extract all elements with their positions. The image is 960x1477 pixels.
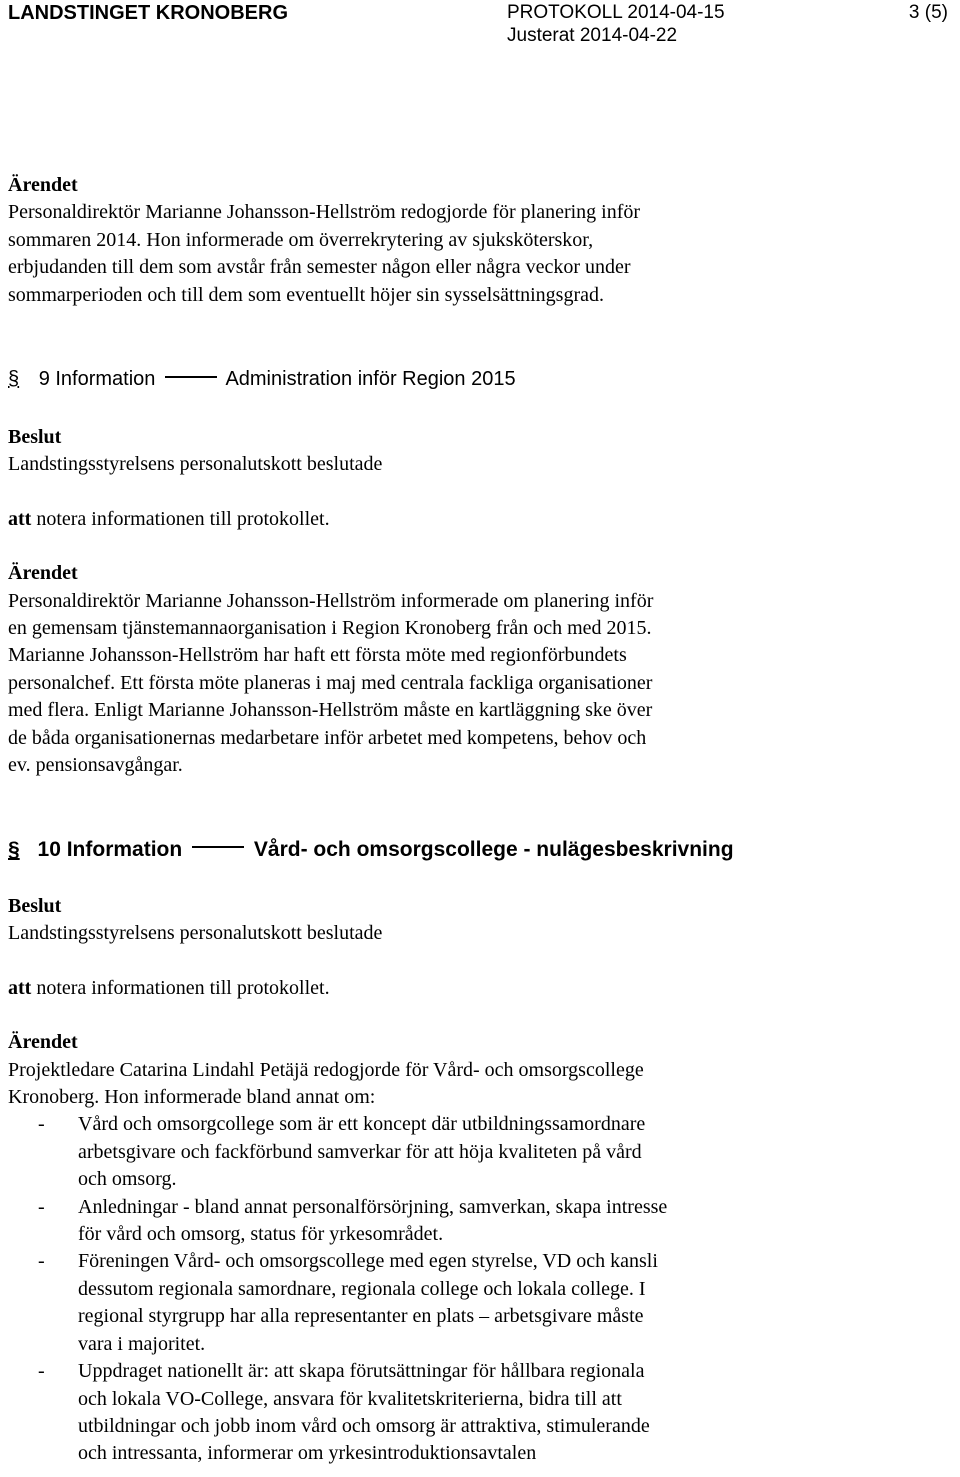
list-item-line: och lokala VO-College, ansvara för kvalitetskriterierna, bidra till att	[78, 1387, 622, 1410]
list-item-line: - Föreningen Vård- och omsorgscollege med egen styrelse, VD och kansli	[78, 1250, 658, 1273]
s9-line: Marianne Johansson-Hellström har haft ett första möte med regionförbundets	[8, 644, 627, 667]
att-text: notera informationen till protokollet.	[36, 507, 330, 530]
organization-name: LANDSTINGET KRONOBERG	[8, 2, 288, 24]
att-line	[8, 506, 953, 533]
heading-dash	[192, 846, 244, 848]
list-item-line: dessutom regionala samordnare, regionala college och lokala college. I	[78, 1277, 646, 1300]
section-10-number: 10 Information	[37, 838, 183, 861]
section-10-body	[8, 893, 953, 1468]
top-line: erbjudanden till dem som avstår från semester någon eller några veckor under	[8, 256, 631, 279]
protocol-date: PROTOKOLL 2014-04-15	[507, 2, 725, 23]
list-item-line: och intressanta, informerar om yrkesintroduktionsavtalen	[78, 1442, 537, 1465]
list-item-line: arbetsgivare och fackförbund samverkar för att höja kvaliteten på vård	[78, 1140, 642, 1163]
beslut-text: Landstingsstyrelsens personalutskott beslutade	[8, 922, 383, 945]
beslut-label: Beslut	[8, 895, 62, 917]
top-line: Personaldirektör Marianne Johansson-Hellström redogjorde för planering inför	[8, 201, 641, 224]
att-text: notera informationen till protokollet.	[36, 976, 330, 999]
s9-line: de båda organisationernas medarbetare inför arbetet med kompetens, behov och	[8, 726, 647, 749]
section-9-heading	[8, 368, 516, 391]
section-9-title: Administration inför Region 2015	[225, 368, 516, 390]
list-item-line: för vård och omsorg, status för yrkesområdet.	[78, 1223, 444, 1246]
list-item-line: och omsorg.	[78, 1168, 177, 1191]
section-9-body	[8, 424, 953, 779]
list-item	[8, 1358, 953, 1468]
s9-line: Personaldirektör Marianne Johansson-Hellström informerade om planering inför	[8, 589, 654, 612]
top-line: sommarperioden och till dem som eventuellt höjer sin sysselsättningsgrad.	[8, 283, 605, 306]
s9-line: personalchef. Ett första möte planeras i maj med centrala fackliga organisationer	[8, 671, 653, 694]
list-item-line: - Uppdraget nationellt är: att skapa förutsättningar för hållbara regionala	[78, 1360, 645, 1383]
s10-line: Kronoberg. Hon informerade bland annat om:	[8, 1086, 376, 1109]
bullet-list	[8, 1111, 953, 1467]
s9-line: ev. pensionsavgångar.	[8, 754, 183, 777]
att-line	[8, 975, 953, 1002]
top-line: sommaren 2014. Hon informerade om överrekrytering av sjuksköterskor,	[8, 228, 594, 251]
s10-line: Projektledare Catarina Lindahl Petäjä redogjorde för Vård- och omsorgscollege	[8, 1058, 644, 1081]
page-header	[0, 0, 960, 50]
beslut-label: Beslut	[8, 426, 62, 448]
section-9-number: 9 Information	[38, 368, 156, 390]
list-item	[8, 1194, 953, 1249]
arendet-label: Ärendet	[8, 1031, 78, 1054]
list-item	[8, 1248, 953, 1358]
page-number: 3 (5)	[908, 2, 948, 23]
section-mark: §	[8, 838, 20, 861]
s9-line: en gemensam tjänstemannaorganisation i Region Kronoberg från och med 2015.	[8, 617, 652, 640]
top-arendet-section	[8, 172, 953, 309]
adjusted-date: Justerat 2014-04-22	[507, 25, 678, 46]
list-item-line: - Vård och omsorgcollege som är ett koncept där utbildningssamordnare	[78, 1113, 646, 1136]
section-10-title: Vård- och omsorgscollege - nulägesbeskrivning	[253, 838, 734, 861]
heading-dash	[165, 376, 217, 378]
list-item-line: utbildningar och jobb inom vård och omsorg är attraktiva, stimulerande	[78, 1414, 650, 1437]
s9-line: med flera. Enligt Marianne Johansson-Hellström måste en kartläggning ske över	[8, 699, 653, 722]
att-label: att	[8, 507, 32, 530]
arendet-label: Ärendet	[8, 174, 78, 196]
section-mark: §	[8, 368, 20, 390]
list-item	[8, 1111, 953, 1193]
beslut-text: Landstingsstyrelsens personalutskott beslutade	[8, 453, 383, 476]
arendet-label: Ärendet	[8, 562, 78, 585]
list-item-line: vara i majoritet.	[78, 1332, 206, 1355]
list-item-line: regional styrgrupp har alla representanter en plats – arbetsgivare måste	[78, 1305, 644, 1328]
list-item-line: - Anledningar - bland annat personalförsörjning, samverkan, skapa intresse	[78, 1195, 668, 1218]
section-10-heading	[8, 838, 734, 862]
att-label: att	[8, 976, 32, 999]
